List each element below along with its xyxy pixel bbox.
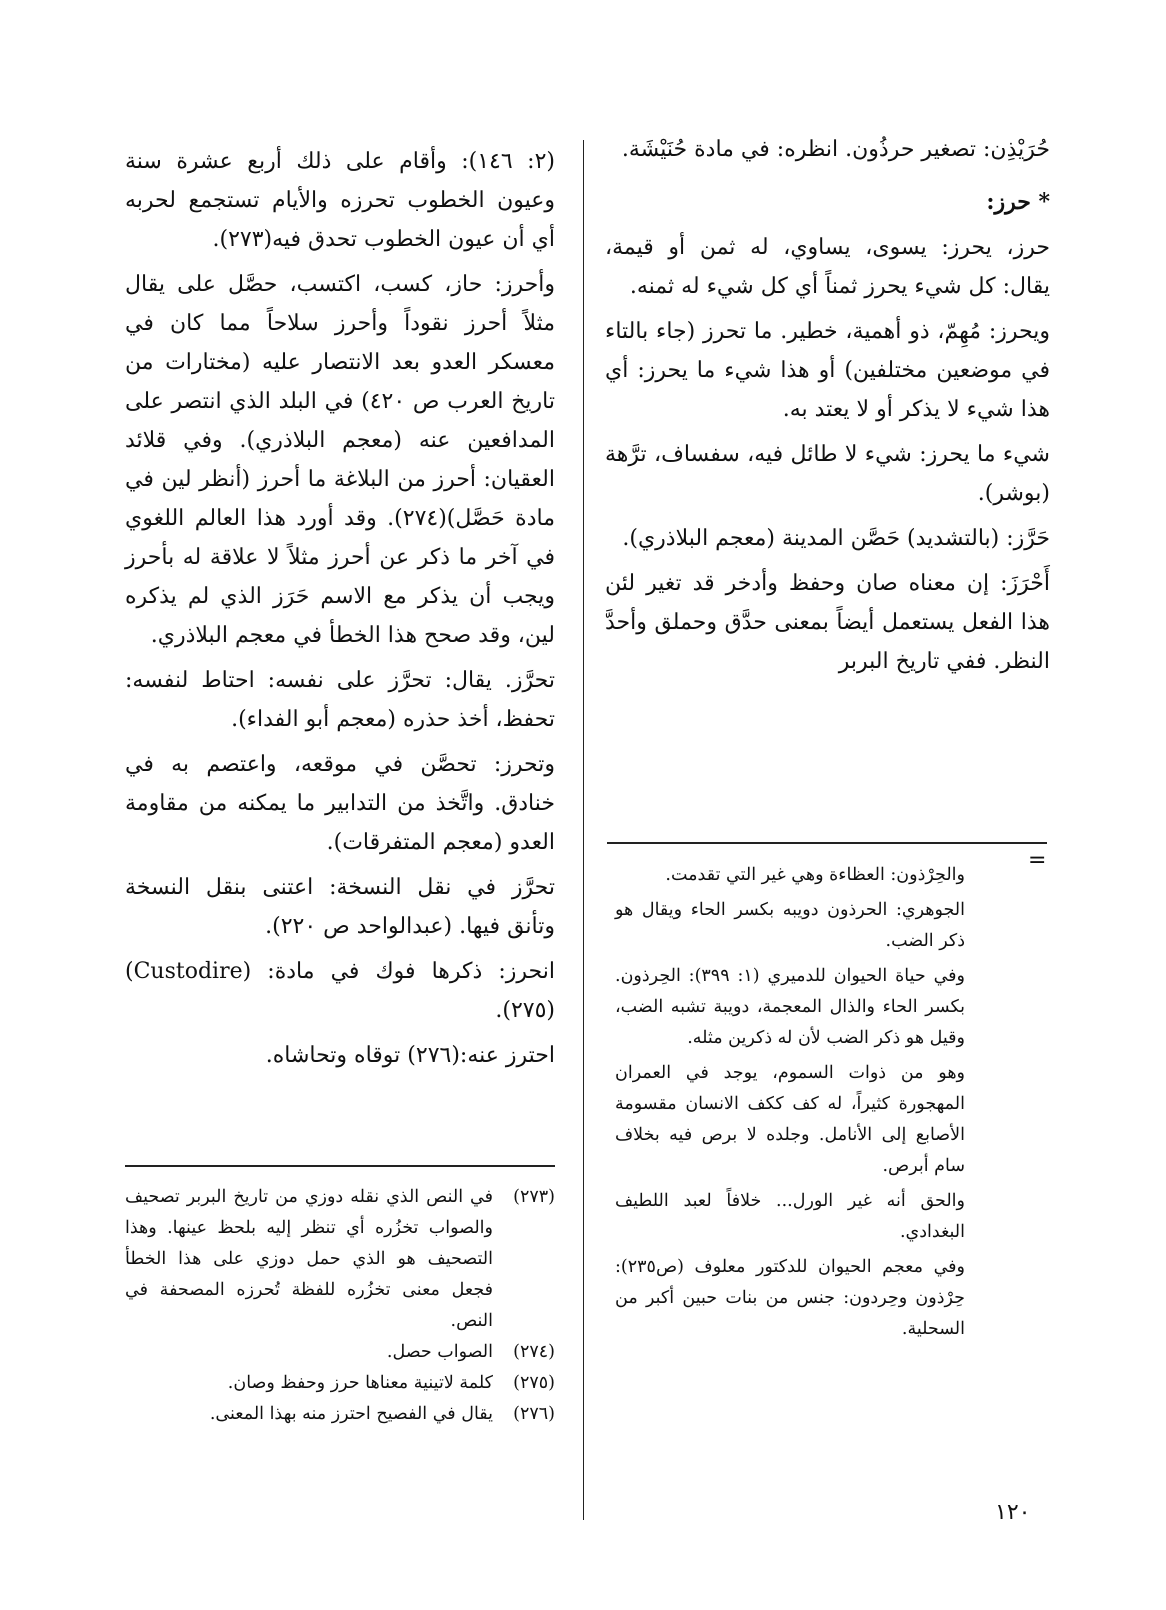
footnote-text: في النص الذي نقله دوزي من تاريخ البربر تصحيف والصواب تخزُره أي تنظر إليه بلحظ عينها. وهذا التصحيف هو الذي حمل دوزي على هذا الخطأ فجعل معنى تخزُره للفظة تُحرزه المصحفة في النص. [125,1187,493,1331]
footnote-rule-left [125,1165,555,1167]
footnote-number: (٢٧٦) [513,1404,555,1424]
continuation-mark: = [1028,848,1047,873]
right-footnotes [615,860,965,1349]
footnote-paragraph: والحق أنه غير الورل... خلافاً لعبد اللطيف البغدادي. [615,1191,965,1242]
footnote-text: الصواب حصل. [386,1342,493,1362]
footnote-rule-right [607,842,1047,844]
entry-paragraph: انحرز: ذكرها فوك في مادة: (Custodire)(٢٧٥). [125,959,555,1023]
page-number: ١٢٠ [995,1500,1031,1525]
entry-paragraph: تحرَّز. يقال: تحرَّز على نفسه: احتاط لنفسه: تحفظ، أخذ حذره (معجم أبو الفداء). [125,668,555,732]
root-heading-hrz: * حرز: [986,189,1050,215]
footnote-paragraph: وفي معجم الحيوان للدكتور معلوف (ص٢٣٥): حِرْذون وحِردون: جنس من بنات حبين أكبر من السحلية. [615,1257,965,1339]
entry-paragraph: أَحْرَزَ: إن معناه صان وحفظ وأدخر قد تغير لئن هذا الفعل يستعمل أيضاً بمعنى حدَّق وحملق وأحدَّ النظر. ففي تاريخ البربر [605,571,1050,674]
footnote-item [125,1399,555,1430]
entry-paragraph: شيء ما يحرز: شيء لا طائل فيه، سفساف، ترَّهة (بوشر). [605,442,1050,506]
footnote-paragraph: الجوهري: الحرذون دويبه بكسر الحاء ويقال هو ذكر الضب. [615,900,965,951]
footnote-item [125,1182,555,1337]
entry-paragraph: وتحرز: تحصَّن في موقعه، واعتصم به في خنادق. واتَّخذ من التدابير ما يمكنه من مقاومة العدو (معجم المتفرقات). [125,752,555,855]
right-column [605,130,1050,687]
column-divider [583,140,584,1520]
footnote-paragraph: وفي حياة الحيوان للدميري (١: ٣٩٩): الحِرذون. بكسر الحاء والذال المعجمة، دويبة تشبه الضب، وقيل هو ذكر الضب لأن له ذكرين مثله. [615,966,965,1048]
footnote-number: (٢٧٣) [513,1187,555,1207]
entry-paragraph: حَرَّز: (بالتشديد) حَصَّن المدينة (معجم البلاذري). [622,526,1050,551]
entry-paragraph: حرز، يحرز: يسوى، يساوي، له ثمن أو قيمة، يقال: كل شيء يحرز ثمناً أي كل شيء له ثمنه. [605,235,1050,299]
entry-huraydhin: حُرَيْذِن: تصغير حرذُون. انظره: في مادة حُنَيْشَة. [621,137,1050,162]
footnote-text: يقال في الفصيح احترز منه بهذا المعنى. [209,1404,493,1424]
entry-paragraph: (٢: ١٤٦): وأقام على ذلك أربع عشرة سنة وعيون الخطوب تحرزه والأيام تستجمع لحربه أي أن عيون الخطوب تحدق فيه(٢٧٣). [125,149,555,252]
entry-paragraph: وأحرز: حاز، كسب، اكتسب، حصَّل على يقال مثلاً أحرز نقوداً وأحرز سلاحاً مما كان في معسكر العدو بعد الانتصار عليه (مختارات من تاريخ العرب ص ٤٢٠) في البلد الذي انتصر على المدافعين عنه (معجم البلاذري). وفي قلائد العقيان: أحرز من البلاغة ما أحرز (أنظر لين في مادة حَصَّل)(٢٧٤). وقد أورد هذا العالم اللغوي في آخر ما ذكر عن أحرز مثلاً لا علاقة له بأحرز ويجب أن يذكر مع الاسم حَرَز الذي لم يذكره لين، وقد صحح هذا الخطأ في معجم البلاذري. [125,272,555,648]
footnote-item [125,1368,555,1399]
footnote-paragraph: والحِرْذون: العظاءة وهي غير التي تقدمت. [665,865,965,885]
footnote-item [125,1337,555,1368]
entry-paragraph: احترز عنه:(٢٧٦) توقاه وتحاشاه. [265,1043,555,1068]
footnote-paragraph: وهو من ذوات السموم، يوجد في العمران المهجورة كثيراً، له كف ككف الانسان مقسومة الأصابع إلى الأنامل. وجلده لا برص فيه بخلاف سام أبرص. [615,1063,965,1176]
entry-paragraph: تحرَّز في نقل النسخة: اعتنى بنقل النسخة وتأنق فيها. (عبدالواحد ص ٢٢٠). [125,875,555,939]
left-column [125,142,555,1081]
left-footnotes [125,1182,555,1430]
footnote-number: (٢٧٤) [513,1342,555,1362]
footnote-number: (٢٧٥) [513,1373,555,1393]
footnote-text: كلمة لاتينية معناها حرز وحفظ وصان. [227,1373,493,1393]
entry-paragraph: ويحرز: مُهِمّ، ذو أهمية، خطير. ما تحرز (جاء بالتاء في موضعين مختلفين) أو هذا شيء ما يحرز: أي هذا شيء لا يذكر أو لا يعتد به. [605,319,1050,422]
